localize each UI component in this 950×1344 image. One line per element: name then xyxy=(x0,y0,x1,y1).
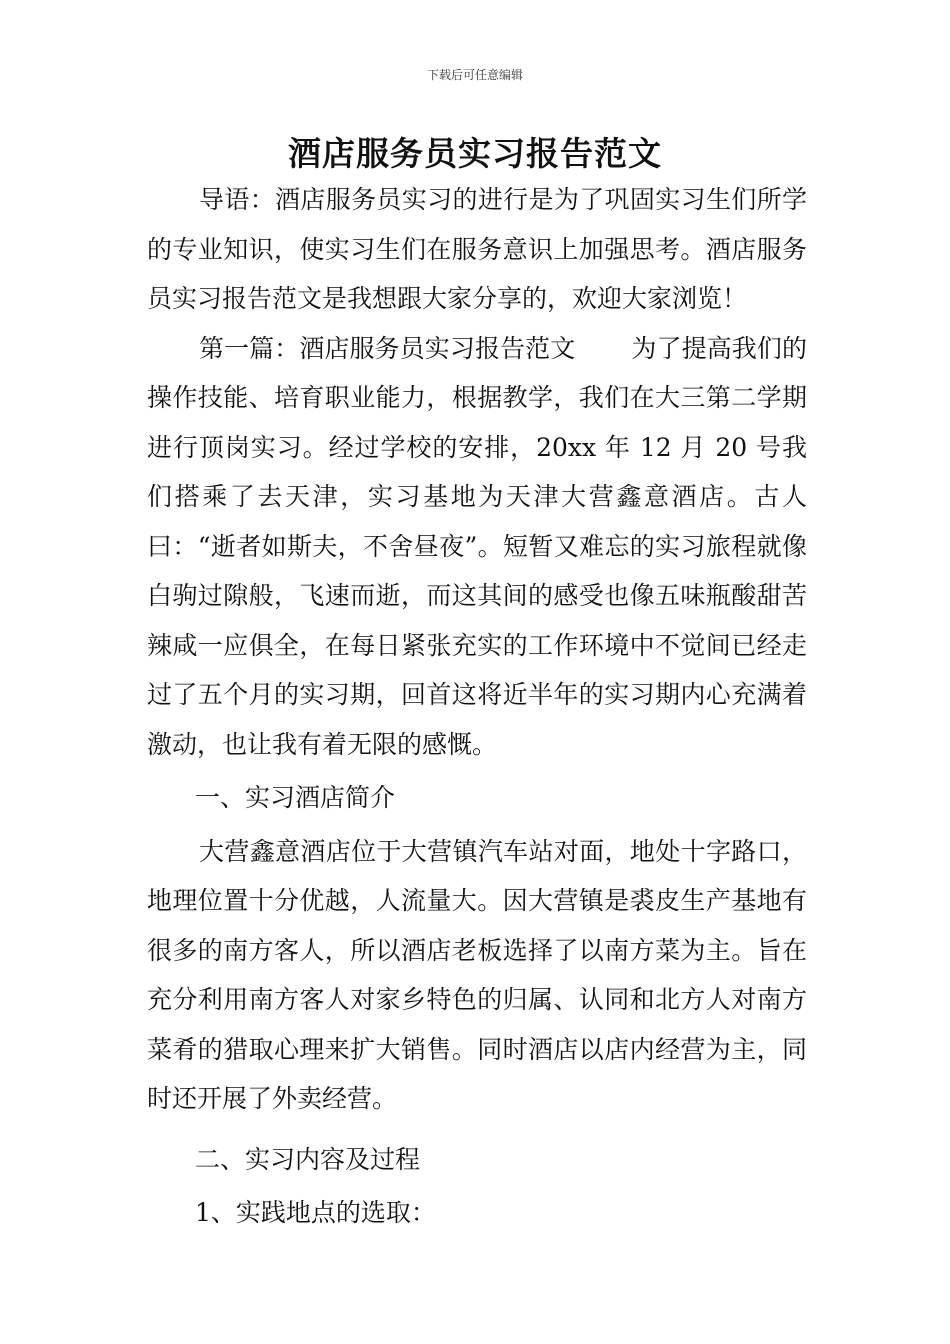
chapter-label: 第一篇：酒店服务员实习报告范文 xyxy=(199,333,576,363)
section2-heading: 二、实习内容及过程 xyxy=(195,1144,421,1174)
section1-paragraph: 大营鑫意酒店位于大营镇汽车站对面，地处十字路口，地理位置十分优越，人流量大。因大营镇是裘皮生产基地有很多的南方客人，所以酒店老板选择了以南方菜为主。旨在充分利用南方客人对家乡特色的归属、认同和北方人对南方菜肴的猎取心理来扩大销售。同时酒店以店内经营为主，同时还开展了外卖经营。 xyxy=(147,836,807,1113)
header-note: 下载后可任意编辑 xyxy=(426,68,523,82)
chapter-paragraph xyxy=(147,324,807,770)
document-body xyxy=(147,175,807,1238)
section1-heading: 一、实习酒店简介 xyxy=(195,783,396,812)
subsection1-heading: 1、实践地点的选取： xyxy=(195,1198,436,1227)
chapter-text: 为了提高我们的操作技能、培育职业能力，根据教学，我们在大三第二学期进行顶岗实习。经过学校的安排，20xx 年 12 月 20 号我们搭乘了去天津，实习基地为天津大营鑫意酒店。古人曰：“逝者如斯夫，不舍昼夜”。短暂又难忘的实习旅程就像白驹过隙般，飞速而逝，而这其间的感受也像五味瓶酸甜苦辣咸一应俱全，在每日紧张充实的工作环境中不觉间已经走过了五个月的实习期，回首这将近半年的实习期内心充满着激动，也让我有着无限的感慨。 xyxy=(147,333,807,759)
intro-paragraph: 导语：酒店服务员实习的进行是为了巩固实习生们所学的专业知识，使实习生们在服务意识上加强思考。酒店服务员实习报告范文是我想跟大家分享的，欢迎大家浏览！ xyxy=(147,185,807,313)
document-title: 酒店服务员实习报告范文 xyxy=(288,134,662,173)
